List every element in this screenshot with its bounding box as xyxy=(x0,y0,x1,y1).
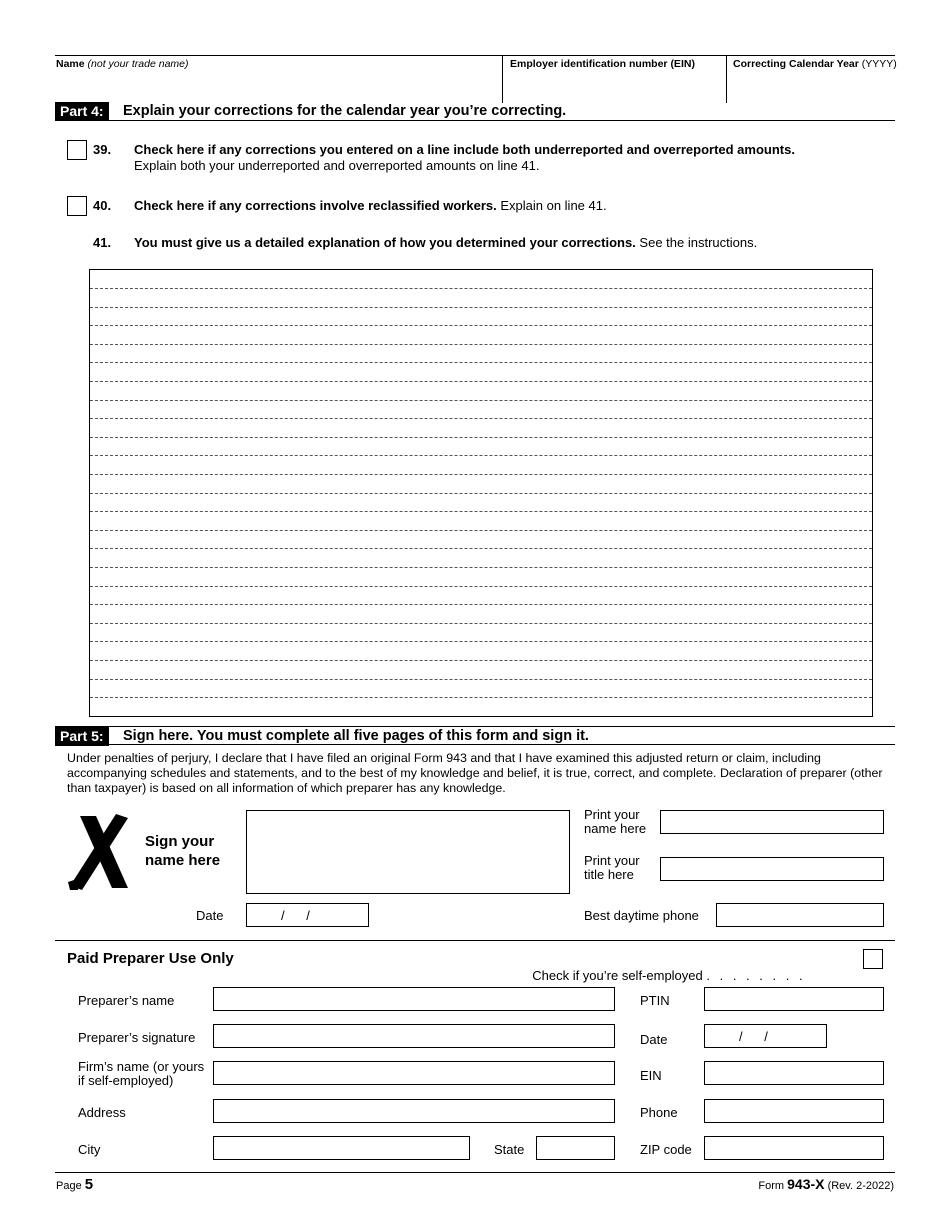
line39-checkbox[interactable] xyxy=(67,140,87,160)
perjury-declaration: Under penalties of perjury, I declare that I have filed an original Form 943 and that I have examined this adjusted return or claim, including accompanying schedules and statements, and to the best of my knowledge and belief, it is true, correct, and complete. Declaration of preparer (other than taxpayer) is based on all information of which preparer has any knowledge. xyxy=(67,751,883,795)
explanation-writing-line xyxy=(90,493,872,494)
print-title-label: Print your title here xyxy=(584,853,640,882)
preparer-name-label: Preparer’s name xyxy=(78,993,175,1008)
name-field[interactable] xyxy=(56,72,500,100)
explanation-writing-line xyxy=(90,325,872,326)
part5-title: Sign here. You must complete all five pages of this form and sign it. xyxy=(123,728,589,744)
explanation-writing-line xyxy=(90,288,872,289)
zip-label: ZIP code xyxy=(640,1142,692,1157)
signature-field[interactable] xyxy=(246,810,570,894)
preparer-phone-input[interactable] xyxy=(704,1099,884,1123)
self-employed-label: Check if you’re self-employed . . . . . . . . xyxy=(532,968,806,983)
preparer-signature-label: Preparer’s signature xyxy=(78,1030,196,1045)
firm-name-input[interactable] xyxy=(213,1061,615,1085)
preparer-date-label: Date xyxy=(640,1032,668,1047)
explanation-writing-line xyxy=(90,623,872,624)
line40-text: Check here if any corrections involve reclassified workers. Explain on line 41. xyxy=(134,198,607,213)
sign-x-icon xyxy=(66,812,132,895)
part5-tag: Part 5: xyxy=(55,727,109,746)
year-label: Correcting Calendar Year (YYYY) xyxy=(733,58,897,70)
explanation-writing-line xyxy=(90,586,872,587)
city-label: City xyxy=(78,1142,101,1157)
line39-text: Check here if any corrections you entered on a line include both underreported and overreported amounts. Explain both your underreported and overreported amounts on line 41. xyxy=(134,142,795,173)
explanation-writing-line xyxy=(90,641,872,642)
zip-input[interactable] xyxy=(704,1136,884,1160)
preparer-signature-input[interactable] xyxy=(213,1024,615,1048)
form-id: Form 943-X (Rev. 2-2022) xyxy=(758,1176,894,1192)
firm-name-label: Firm’s name (or yours if self-employed) xyxy=(78,1059,205,1088)
explanation-writing-line xyxy=(90,511,872,512)
city-input[interactable] xyxy=(213,1136,470,1160)
explanation-writing-line xyxy=(90,530,872,531)
preparer-ein-label: EIN xyxy=(640,1068,662,1083)
explanation-writing-line xyxy=(90,567,872,568)
explanation-writing-line xyxy=(90,362,872,363)
preparer-date-input[interactable]: / / xyxy=(704,1024,827,1048)
sign-date-input[interactable]: / / xyxy=(246,903,369,927)
print-name-label: Print your name here xyxy=(584,807,647,836)
ein-label: Employer identification number (EIN) xyxy=(510,58,695,70)
explanation-writing-line xyxy=(90,604,872,605)
preparer-heading: Paid Preparer Use Only xyxy=(67,950,234,967)
explanation-writing-line xyxy=(90,418,872,419)
ptin-input[interactable] xyxy=(704,987,884,1011)
print-title-input[interactable] xyxy=(660,857,884,881)
year-box[interactable] xyxy=(726,55,895,103)
explanation-writing-line xyxy=(90,660,872,661)
line41-text: You must give us a detailed explanation of how you determined your corrections. See the instructions. xyxy=(134,235,758,250)
part4-title: Explain your corrections for the calendar year you’re correcting. xyxy=(123,103,567,119)
explanation-writing-line xyxy=(90,548,872,549)
explanation-writing-line xyxy=(90,679,872,680)
explanation-writing-line xyxy=(90,344,872,345)
line40-number: 40. xyxy=(93,198,112,213)
explanation-writing-line xyxy=(90,381,872,382)
footer-rule xyxy=(55,1172,895,1173)
name-label: Name (not your trade name) xyxy=(56,58,189,70)
preparer-name-input[interactable] xyxy=(213,987,615,1011)
address-label: Address xyxy=(78,1105,126,1120)
explanation-writing-line xyxy=(90,400,872,401)
part5-header xyxy=(55,726,895,745)
page-number: Page 5 xyxy=(56,1176,94,1193)
ein-box[interactable] xyxy=(502,55,726,103)
state-label: State xyxy=(494,1142,525,1157)
explanation-writing-line xyxy=(90,437,872,438)
line39-number: 39. xyxy=(93,142,112,157)
part4-header xyxy=(55,102,895,121)
explanation-writing-line xyxy=(90,307,872,308)
preparer-ein-input[interactable] xyxy=(704,1061,884,1085)
preparer-separator xyxy=(55,940,895,941)
line41-number: 41. xyxy=(93,235,112,250)
explanation-writing-line xyxy=(90,474,872,475)
self-employed-checkbox[interactable] xyxy=(863,949,883,969)
sign-your-name-label: Sign your name here xyxy=(145,833,221,869)
address-input[interactable] xyxy=(213,1099,615,1123)
line40-checkbox[interactable] xyxy=(67,196,87,216)
daytime-phone-label: Best daytime phone xyxy=(584,908,699,923)
explanation-writing-line xyxy=(90,697,872,698)
preparer-phone-label: Phone xyxy=(640,1105,678,1120)
ptin-label: PTIN xyxy=(640,993,670,1008)
daytime-phone-input[interactable] xyxy=(716,903,884,927)
explanation-writing-line xyxy=(90,455,872,456)
state-input[interactable] xyxy=(536,1136,615,1160)
sign-date-label: Date xyxy=(196,908,224,923)
explanation-textarea[interactable] xyxy=(89,269,873,717)
print-name-input[interactable] xyxy=(660,810,884,834)
part4-tag: Part 4: xyxy=(55,102,109,121)
